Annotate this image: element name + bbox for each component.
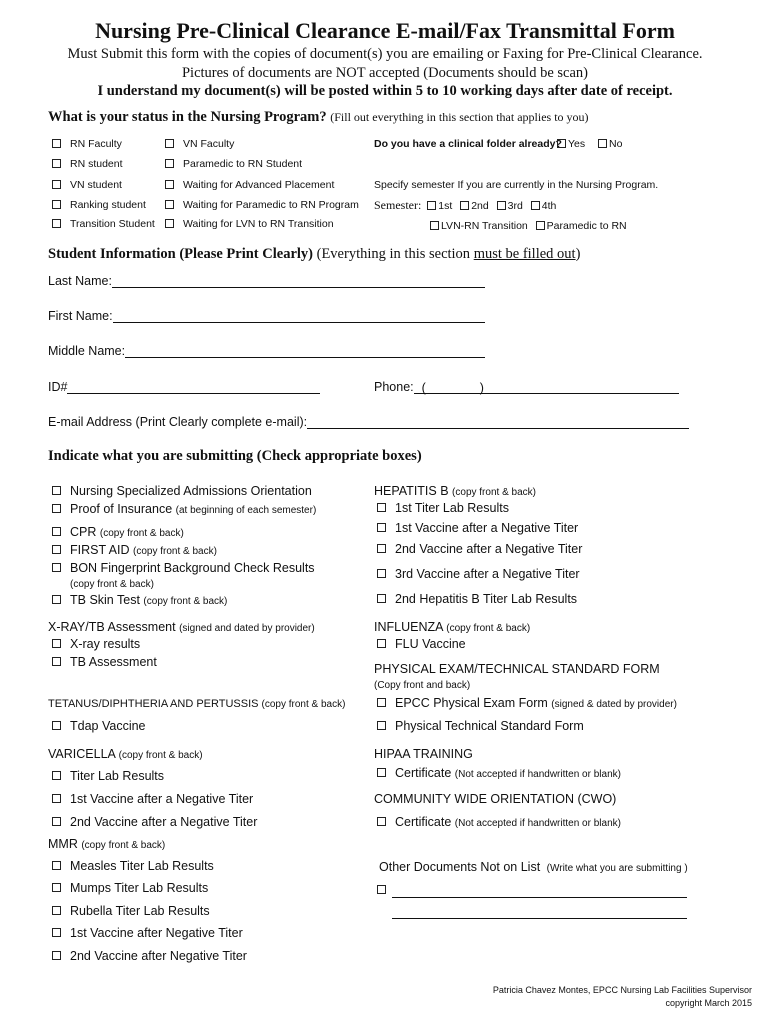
item-varicella-2nd[interactable]: 2nd Vaccine after a Negative Titer [52,815,257,829]
checkbox[interactable] [377,569,386,578]
checkbox[interactable] [52,771,61,780]
status-question: What is your status in the Nursing Program? (Fill out everything in this section that applies to you) [48,109,589,125]
id-label: ID# [48,380,68,394]
checkbox[interactable] [52,595,61,604]
transition-options [430,220,627,232]
first-name-label: First Name: [48,309,113,323]
checkbox[interactable] [52,906,61,915]
item-hipaa-certificate[interactable]: Certificate (Not accepted if handwritten or blank) [377,766,621,780]
item-hepb-3rd[interactable]: 3rd Vaccine after a Negative Titer [377,567,580,581]
checkbox[interactable] [557,139,566,148]
item-epcc-physical[interactable]: EPCC Physical Exam Form (signed & dated by provider) [377,696,677,710]
checkbox[interactable] [531,201,540,210]
instruction-line-3: I understand my document(s) will be posted within 5 to 10 working days after date of receipt. [97,83,673,99]
checkbox[interactable] [377,698,386,707]
item-tb-skin[interactable]: TB Skin Test (copy front & back) [52,593,227,607]
item-tdap[interactable]: Tdap Vaccine [52,719,146,733]
checkbox[interactable] [52,861,61,870]
item-xray-results[interactable]: X-ray results [52,637,140,651]
status-vn-faculty[interactable]: VN Faculty [165,138,234,150]
middle-name-field[interactable] [48,344,485,358]
id-field[interactable] [48,380,320,394]
semester-1st[interactable]: 1st [427,200,452,212]
checkbox[interactable] [165,139,174,148]
cwo-heading: COMMUNITY WIDE ORIENTATION (CWO) [374,792,617,806]
semester-4th[interactable]: 4th [531,200,557,212]
other-documents-line-2[interactable] [392,906,687,919]
checkbox[interactable] [377,885,386,894]
checkbox[interactable] [52,657,61,666]
id-line[interactable] [67,381,320,394]
status-rn-student[interactable]: RN student [52,158,123,170]
checkbox[interactable] [598,139,607,148]
folder-yes-option[interactable]: Yes [557,138,585,150]
phone-field[interactable] [374,380,679,394]
supervisor-signature: Patricia Chavez Montes, EPCC Nursing Lab Facilities Supervisor [492,985,752,995]
first-name-field[interactable] [48,309,485,323]
item-varicella-titer[interactable]: Titer Lab Results [52,769,164,783]
checkbox[interactable] [52,928,61,937]
status-paramedic-rn-student[interactable]: Paramedic to RN Student [165,158,302,170]
item-hepb-2nd-titer[interactable]: 2nd Hepatitis B Titer Lab Results [377,592,577,606]
checkbox[interactable] [52,639,61,648]
phone-label: Phone: [374,380,414,394]
last-name-field[interactable] [48,274,485,288]
first-name-line[interactable] [113,310,485,323]
checkbox[interactable] [52,563,61,572]
item-mumps-titer[interactable]: Mumps Titer Lab Results [52,881,208,895]
item-bon[interactable]: BON Fingerprint Background Check Results [52,561,315,575]
checkbox[interactable] [536,221,545,230]
varicella-heading: VARICELLA (copy front & back) [48,747,203,761]
copyright: copyright March 2015 [665,998,752,1008]
email-field[interactable] [48,415,689,429]
checkbox[interactable] [377,721,386,730]
lvn-rn-transition[interactable]: LVN-RN Transition [430,220,528,232]
status-waiting-advanced[interactable]: Waiting for Advanced Placement [165,179,334,191]
item-flu[interactable]: FLU Vaccine [377,637,466,651]
item-measles-titer[interactable]: Measles Titer Lab Results [52,859,214,873]
xray-heading: X-RAY/TB Assessment (signed and dated by provider) [48,620,315,634]
status-vn-student[interactable]: VN student [52,179,122,191]
middle-name-line[interactable] [125,345,485,358]
checkbox[interactable] [52,545,61,554]
instruction-line-2: Pictures of documents are NOT accepted (Documents should be scan) [181,65,588,81]
instruction-line-1: Must Submit this form with the copies of document(s) you are emailing or Faxing for Pre-Clinical Clearance. [67,46,703,62]
checkbox[interactable] [165,180,174,189]
checkbox[interactable] [52,504,61,513]
item-mmr-2nd[interactable]: 2nd Vaccine after Negative Titer [52,949,247,963]
checkbox[interactable] [52,219,61,228]
checkbox[interactable] [52,721,61,730]
physical-heading: PHYSICAL EXAM/TECHNICAL STANDARD FORM [374,662,660,676]
checkbox[interactable] [52,951,61,960]
semester-2nd[interactable]: 2nd [460,200,489,212]
status-rn-faculty[interactable]: RN Faculty [52,138,122,150]
checkbox[interactable] [165,200,174,209]
item-tb-assessment[interactable]: TB Assessment [52,655,157,669]
status-waiting-lvn[interactable]: Waiting for LVN to RN Transition [165,218,334,230]
checkbox[interactable] [497,201,506,210]
other-documents-line-1[interactable] [392,885,687,898]
checkbox[interactable] [377,544,386,553]
physical-note: (Copy front and back) [374,680,471,691]
semester-row: Semester: 1st 2nd 3rd 4th [374,198,557,212]
item-hepb-2nd[interactable]: 2nd Vaccine after a Negative Titer [377,542,582,556]
last-name-line[interactable] [112,275,485,288]
submit-heading: Indicate what you are submitting (Check appropriate boxes) [48,448,422,464]
mmr-heading: MMR (copy front & back) [48,837,166,851]
item-cwo-certificate[interactable]: Certificate (Not accepted if handwritten or blank) [377,815,621,829]
specify-semester-text: Specify semester If you are currently in the Nursing Program. [374,179,659,191]
checkbox[interactable] [165,219,174,228]
form-title: Nursing Pre-Clinical Clearance E-mail/Fax Transmittal Form [95,18,675,43]
hipaa-heading: HIPAA TRAINING [374,747,473,761]
checkbox[interactable] [52,486,61,495]
item-rubella-titer[interactable]: Rubella Titer Lab Results [52,904,210,918]
checkbox[interactable] [52,817,61,826]
checkbox[interactable] [52,527,61,536]
item-orientation[interactable]: Nursing Specialized Admissions Orientation [52,484,312,498]
checkbox[interactable] [377,594,386,603]
checkbox[interactable] [377,817,386,826]
checkbox[interactable] [52,200,61,209]
item-hepb-titer[interactable]: 1st Titer Lab Results [377,501,509,515]
item-insurance[interactable]: Proof of Insurance (at beginning of each semester) [52,502,316,516]
status-waiting-paramedic[interactable]: Waiting for Paramedic to RN Program [165,199,359,211]
checkbox[interactable] [52,139,61,148]
item-tech-standard[interactable]: Physical Technical Standard Form [377,719,584,733]
item-cpr[interactable]: CPR (copy front & back) [52,525,184,539]
checkbox[interactable] [377,639,386,648]
checkbox[interactable] [52,180,61,189]
checkbox[interactable] [377,768,386,777]
checkbox[interactable] [52,883,61,892]
item-varicella-1st[interactable]: 1st Vaccine after a Negative Titer [52,792,253,806]
item-first-aid[interactable]: FIRST AID (copy front & back) [52,543,217,557]
middle-name-label: Middle Name: [48,344,126,358]
student-info-heading: Student Information (Please Print Clearly) (Everything in this section must be filled out) [48,246,581,262]
flu-heading: INFLUENZA (copy front & back) [374,620,531,634]
checkbox[interactable] [427,201,436,210]
item-hepb-1st[interactable]: 1st Vaccine after a Negative Titer [377,521,578,535]
bon-note: (copy front & back) [70,579,154,590]
status-ranking-student[interactable]: Ranking student [52,199,146,211]
paramedic-to-rn[interactable]: Paramedic to RN [536,220,627,232]
checkbox[interactable] [377,503,386,512]
item-mmr-1st[interactable]: 1st Vaccine after Negative Titer [52,926,243,940]
checkbox[interactable] [377,523,386,532]
folder-no-option[interactable]: No [598,138,622,150]
checkbox[interactable] [460,201,469,210]
email-label: E-mail Address (Print Clearly complete e-mail): [48,415,308,429]
last-name-label: Last Name: [48,274,112,288]
status-transition-student[interactable]: Transition Student [52,218,155,230]
phone-line[interactable]: ( ) [414,381,679,394]
checkbox[interactable] [52,159,61,168]
email-line[interactable] [307,416,689,429]
clinical-folder-question: Do you have a clinical folder already? [374,138,562,150]
other-heading: Other Documents Not on List (Write what you are submitting ) [379,860,688,874]
tdap-heading: TETANUS/DIPHTHERIA AND PERTUSSIS (copy front & back) [48,698,346,710]
checkbox[interactable] [430,221,439,230]
checkbox[interactable] [165,159,174,168]
hepb-heading: HEPATITIS B (copy front & back) [374,484,536,498]
semester-3rd[interactable]: 3rd [497,200,523,212]
checkbox[interactable] [52,794,61,803]
